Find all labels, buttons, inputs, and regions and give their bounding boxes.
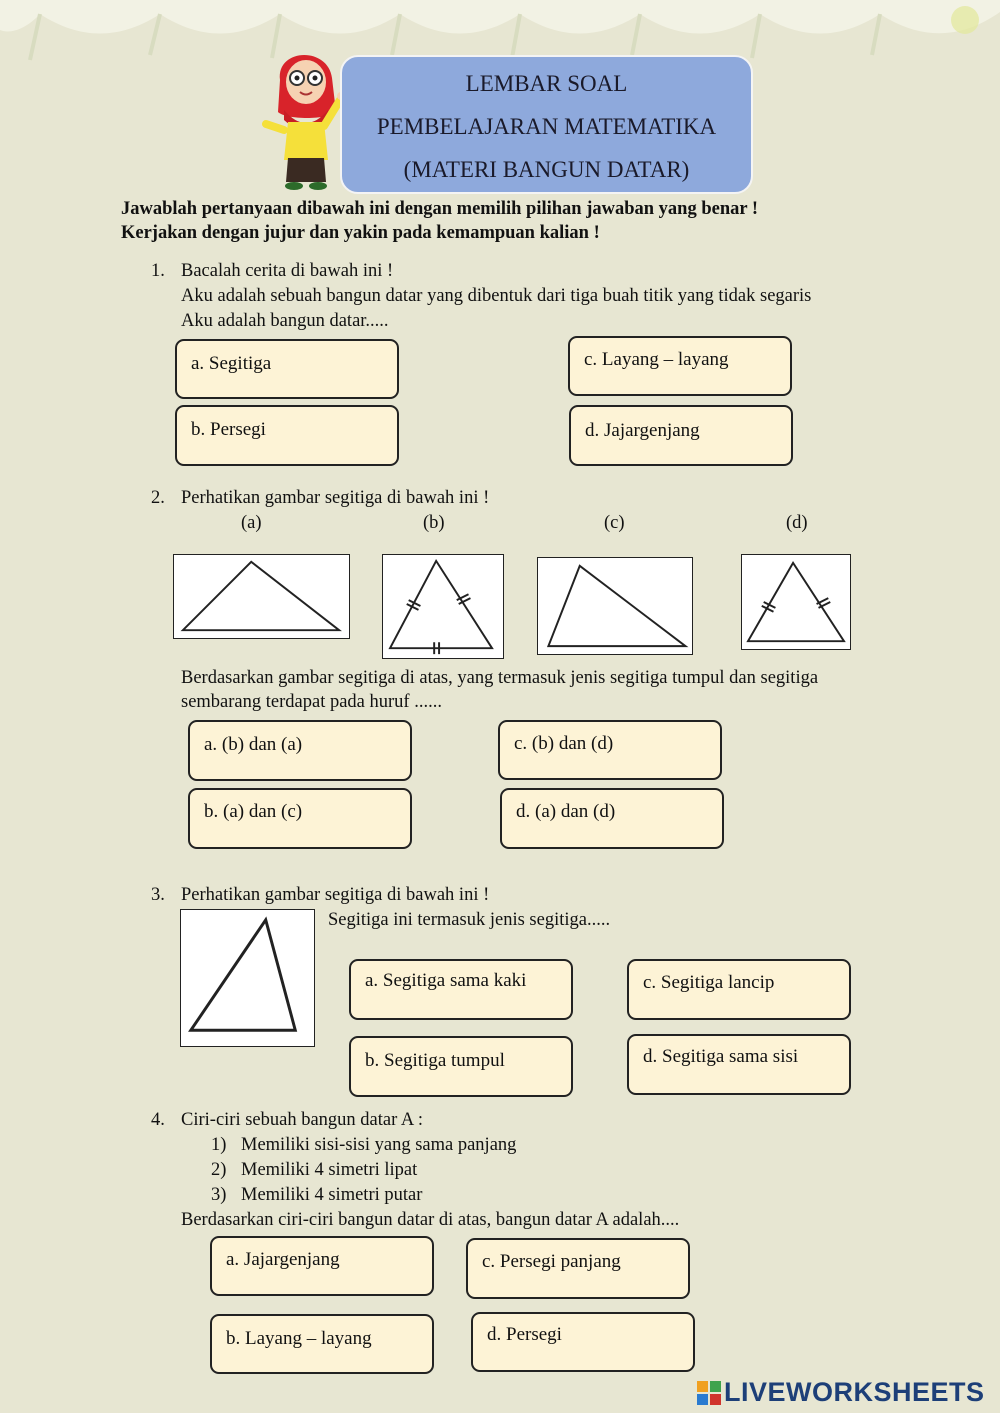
q4-option-d[interactable]: d. Persegi [471, 1312, 695, 1372]
liveworksheets-brand[interactable]: LIVEWORKSHEETS [724, 1377, 985, 1407]
q4-option-b[interactable]: b. Layang – layang [210, 1314, 434, 1374]
q4-title: Ciri-ciri sebuah bangun datar A : [181, 1110, 423, 1130]
q1-title: Bacalah cerita di bawah ini ! [181, 261, 394, 281]
q3-question: Segitiga ini termasuk jenis segitiga..... [328, 910, 611, 930]
worksheet-title-box [340, 55, 753, 194]
q2-fig-label-a: (a) [241, 513, 262, 533]
q2-text-line-2: sembarang terdapat pada huruf ...... [181, 692, 442, 712]
girl-mascot-illustration [258, 40, 350, 192]
q2-option-d[interactable]: d. (a) dan (d) [500, 788, 724, 849]
q1-number: 1. [151, 261, 165, 281]
q4-option-c[interactable]: c. Persegi panjang [466, 1238, 690, 1299]
q4-option-a[interactable]: a. Jajargenjang [210, 1236, 434, 1296]
triangle-figure-c [537, 557, 693, 655]
instruction-line-2: Kerjakan dengan jujur dan yakin pada kemampuan kalian ! [121, 223, 600, 243]
q2-fig-label-b: (b) [423, 513, 445, 533]
q3-number: 3. [151, 885, 165, 905]
title-line-1: LEMBAR SOAL [465, 71, 628, 96]
q4-item-2-text: Memiliki 4 simetri lipat [241, 1160, 418, 1180]
q3-option-b[interactable]: b. Segitiga tumpul [349, 1036, 573, 1097]
q2-option-a[interactable]: a. (b) dan (a) [188, 720, 412, 781]
q4-item-1-number: 1) [211, 1135, 227, 1155]
q2-option-b[interactable]: b. (a) dan (c) [188, 788, 412, 849]
triangle-figure-d [741, 554, 851, 650]
q3-title: Perhatikan gambar segitiga di bawah ini ! [181, 885, 490, 905]
q2-title: Perhatikan gambar segitiga di bawah ini ! [181, 488, 490, 508]
q2-fig-label-c: (c) [604, 513, 625, 533]
q2-text-line-1: Berdasarkan gambar segitiga di atas, yang termasuk jenis segitiga tumpul dan segitiga [181, 668, 819, 688]
q4-item-3-text: Memiliki 4 simetri putar [241, 1185, 423, 1205]
q1-option-c[interactable]: c. Layang – layang [568, 336, 792, 396]
title-line-3: (MATERI BANGUN DATAR) [403, 157, 690, 182]
q4-item-2-number: 2) [211, 1160, 227, 1180]
q1-text-line-2: Aku adalah bangun datar..... [181, 311, 389, 331]
q2-option-c[interactable]: c. (b) dan (d) [498, 720, 722, 780]
q4-number: 4. [151, 1110, 165, 1130]
q1-option-a[interactable]: a. Segitiga [175, 339, 399, 399]
triangle-figure-a [173, 554, 350, 639]
q3-option-d[interactable]: d. Segitiga sama sisi [627, 1034, 851, 1095]
q2-number: 2. [151, 488, 165, 508]
q2-fig-label-d: (d) [786, 513, 808, 533]
q4-item-1-text: Memiliki sisi-sisi yang sama panjang [241, 1135, 517, 1155]
q1-option-b[interactable]: b. Persegi [175, 405, 399, 466]
instruction-line-1: Jawablah pertanyaan dibawah ini dengan memilih pilihan jawaban yang benar ! [121, 199, 759, 219]
q3-option-a[interactable]: a. Segitiga sama kaki [349, 959, 573, 1020]
liveworksheets-logo-icon [697, 1381, 721, 1405]
q4-item-3-number: 3) [211, 1185, 227, 1205]
title-line-2: PEMBELAJARAN MATEMATIKA [376, 114, 717, 139]
q1-text-line-1: Aku adalah sebuah bangun datar yang dibentuk dari tiga buah titik yang tidak segaris [181, 286, 812, 306]
q1-option-d[interactable]: d. Jajargenjang [569, 405, 793, 466]
triangle-figure-q3 [180, 909, 315, 1047]
q3-option-c[interactable]: c. Segitiga lancip [627, 959, 851, 1020]
q4-question: Berdasarkan ciri-ciri bangun datar di atas, bangun datar A adalah.... [181, 1210, 680, 1230]
triangle-figure-b [382, 554, 504, 659]
